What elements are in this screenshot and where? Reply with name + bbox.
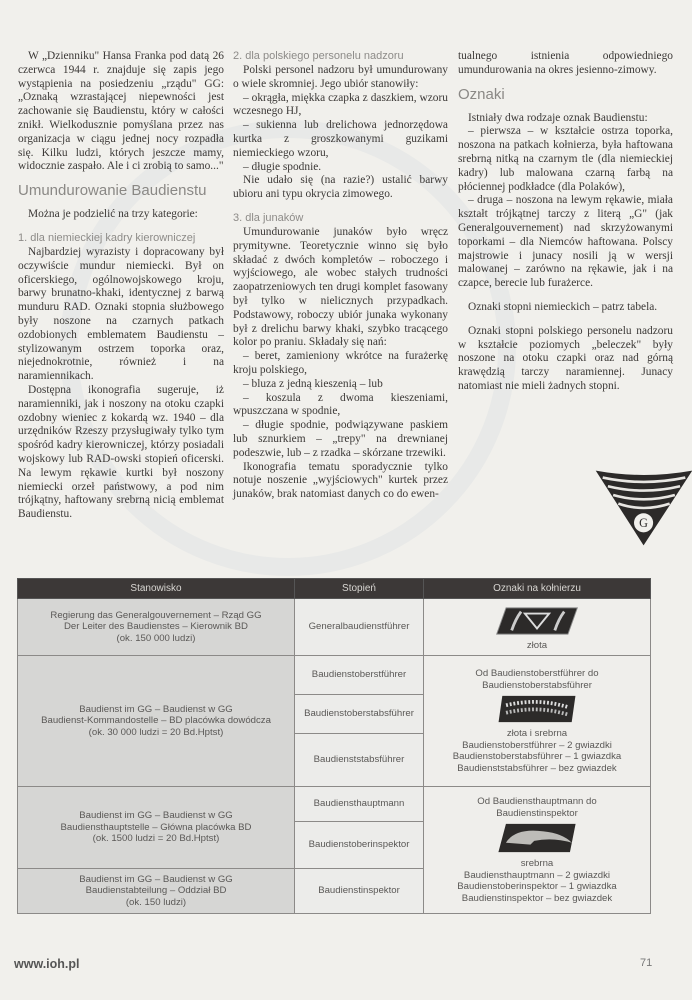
paragraph: – druga – noszona na lewym rękawie, miała kształt trójkątnej tarczy z literą „G" (jak Generalgouvernement) nad skrzyżowanymi toporkami – dla Niemców haftowana. Polscy majstrowie i junacy nosili ją w wersji malowanej – zarówno na rękawie, jak i na czapce, berecie lub furażerce.	[458, 194, 673, 290]
paragraph: tualnego istnienia odpowiedniego umundurowania na okres jesienno-zimowy.	[458, 50, 673, 76]
list-item: – bluza z jedną kieszenią – lub	[243, 377, 383, 390]
list-item: – okrągła, miękka czapka z daszkiem, wzoru wczesnego HJ,	[233, 91, 448, 118]
insignia-cell: Od Baudiensthauptmann do Baudienstinspektor srebrna Baudiensthauptmann – 2 gwiazdki Baudienstoberinspektor – 1 gwiazdka Baudienstinspektor – bez gwiazdek	[424, 787, 651, 914]
insignia-cell: złota	[424, 599, 651, 656]
list-item: – sukienna lub drelichowa jednorzędowa kurtka z groszkowanymi guzikami niemieckiego wzoru,	[233, 119, 448, 159]
page-number: 71	[640, 957, 653, 969]
baudienst-sleeve-emblem	[594, 468, 692, 548]
rank-cell: Baudiensthauptmann	[295, 787, 424, 822]
paragraph: Najbardziej wyrazisty i dopracowany był oczywiście mundur niemiecki. Był on oficerskiego, ogólnowojskowego kroju, barwy brunatno-khaki, identycznej z barwą munduru RAD. Oznaki stopnia służbowego były noszone na czarnych patkach ozdobionych emblematem Baudienstu – stylizowanym ostrzem toporka oraz, niejednokrotnie, również i na naramiennikach.	[18, 245, 224, 383]
paragraph: – pierwsza – w kształcie ostrza toporka, noszona na patkach kołnierza, była haftowana srebrną nitką na czarnym tle (dla niemieckiej kadry) lub malowana czarną farbą na płóciennej podkładce (dla Polaków),	[458, 125, 673, 193]
paragraph: Umundurowanie junaków było wręcz prymitywne. Teoretycznie winno się było składać z dwóch kompletów – roboczego i wyjściowego, ale wobec stałych trudności zaopatrzeniowych ten drugi komplet fasowany był tylko w nielicznych przypadkach. Podstawowy, roboczy ubiór junaka wykonany był z drelichu barwy khaki, szybko tracącego kolor po praniu. Składały się nań:	[233, 225, 448, 349]
list-item: – beret, zamieniony wkrótce na furażerkę kroju polskiego,	[233, 350, 448, 376]
paragraph: Polski personel nadzoru był umundurowany o wiele skromniej. Jego ubiór stanowiły:	[233, 64, 448, 90]
intro-paragraph: W „Dzienniku" Hansa Franka pod datą 26 czerwca 1944 r. znajduje się zapis jego wystąpienia na posiedzeniu „rządu" GG: „Oznaką wzrastającej niepewności jest zachowanie się Baudienstu, który w całości znikł. Wielkodusznie pomyślana przez nas organizacja w ciągu jednej nocy rozpadła się. Kilku ludzi, których jeszcze mamy, widocznie zaspało. Ale i ci zrobią to samo..."	[18, 50, 224, 173]
paragraph: Oznaki stopni polskiego personelu nadzoru w kształcie poziomych „beleczek" były noszone na otoku czapki oraz nad górną krawędzią tarczy naramiennej. Junacy natomiast nie mieli żadnych stopni.	[458, 324, 673, 392]
paragraph: Istniały dwa rodzaje oznak Baudienstu:	[468, 111, 648, 124]
insignia-cell: Od Baudienstoberstführer do Baudienstoberstabsführer złota i srebrna Baudienstoberstführer – 2 gwiazdki Baudienstoberstabsführer – 1 gwiazdka Baudienststabsführer – bez gwiazdek	[424, 656, 651, 787]
lead-paragraph: Można je podzielić na trzy kategorie:	[28, 208, 198, 221]
paragraph: Ikonografia tematu sporadycznie tylko notuje noszenie „wyjściowych" kurtek przez junaków, brak natomiast danych co do ewen-	[233, 460, 448, 501]
paragraph: Oznaki stopni niemieckich – patrz tabela.	[468, 300, 658, 313]
rank-cell: Baudienstoberstabsführer	[295, 695, 424, 734]
header-collar-insignia: Oznaki na kołnierzu	[424, 579, 651, 599]
position-cell: Baudienst im GG – Baudienst w GG Baudienst-Kommandostelle – BD placówka dowódcza (ok. 30 000 ludzi = 20 Bd.Hptst)	[18, 656, 295, 787]
subheading-polish-staff: 2. dla polskiego personelu nadzoru	[233, 50, 404, 62]
column-3	[458, 50, 673, 394]
rank-cell: Baudienststabsführer	[295, 734, 424, 787]
rank-cell: Baudienstoberinspektor	[295, 822, 424, 869]
emblem-letter: G	[639, 516, 648, 531]
position-cell: Regierung das Generalgouvernement – Rząd GG Der Leiter des Baudienstes – Kierownik BD (ok. 150 000 ludzi)	[18, 599, 295, 656]
subheading-german-cadre: 1. dla niemieckiej kadry kierowniczej	[18, 231, 196, 244]
list-item: – koszula z dwoma kieszeniami, wpuszczana w spodnie,	[233, 391, 448, 418]
rank-cell: Baudienstoberstführer	[295, 656, 424, 695]
position-cell: Baudienst im GG – Baudienst w GG Baudienstabteilung – Oddział BD (ok. 150 ludzi)	[18, 869, 295, 914]
section-heading-insignia: Oznaki	[458, 85, 505, 103]
rank-cell: Generalbaudienstführer	[295, 599, 424, 656]
collar-badge-gold-silver-icon	[494, 694, 580, 724]
list-item: – długie spodnie.	[243, 160, 322, 173]
subheading-junaks: 3. dla junaków	[233, 211, 304, 224]
rank-cell: Baudienstinspektor	[295, 869, 424, 914]
collar-badge-silver-icon	[494, 822, 580, 854]
ranks-table	[17, 578, 651, 914]
list-item: – długie spodnie, podwiązywane paskiem lub sznurkiem – „trepy" na drewnianej podeszwie, lub – z rzadka – skórzane trzewiki.	[233, 419, 448, 459]
website-url[interactable]: www.ioh.pl	[14, 957, 80, 971]
paragraph: Dostępna ikonografia sugeruje, iż naramienniki, jak i noszony na otoku czapki ozdobny wieniec z kokardą wz. 1940 – dla urzędników Rzeszy przysługiwały tylko tym spośród kadry kierowniczej, którzy posiadali wojskowy lub RAD-owski stopień oficerski. Na lewym rękawie kurtki był noszony niemiecki orzeł państwowy, a pod nim trójkątny, haftowany srebrną nicią emblemat Baudienstu.	[18, 383, 224, 521]
header-rank: Stopień	[295, 579, 424, 599]
header-position: Stanowisko	[18, 579, 295, 599]
column-1	[18, 50, 224, 522]
section-heading-uniforms: Umundurowanie Baudienstu	[18, 182, 207, 200]
paragraph: Nie udało się (na razie?) ustalić barwy ubioru ani typu okrycia zimowego.	[233, 174, 448, 201]
position-cell: Baudienst im GG – Baudienst w GG Baudiensthauptstelle – Główna placówka BD (ok. 1500 ludzi = 20 Bd.Hptst)	[18, 787, 295, 869]
column-2	[233, 50, 448, 502]
collar-badge-general-icon	[494, 606, 580, 636]
